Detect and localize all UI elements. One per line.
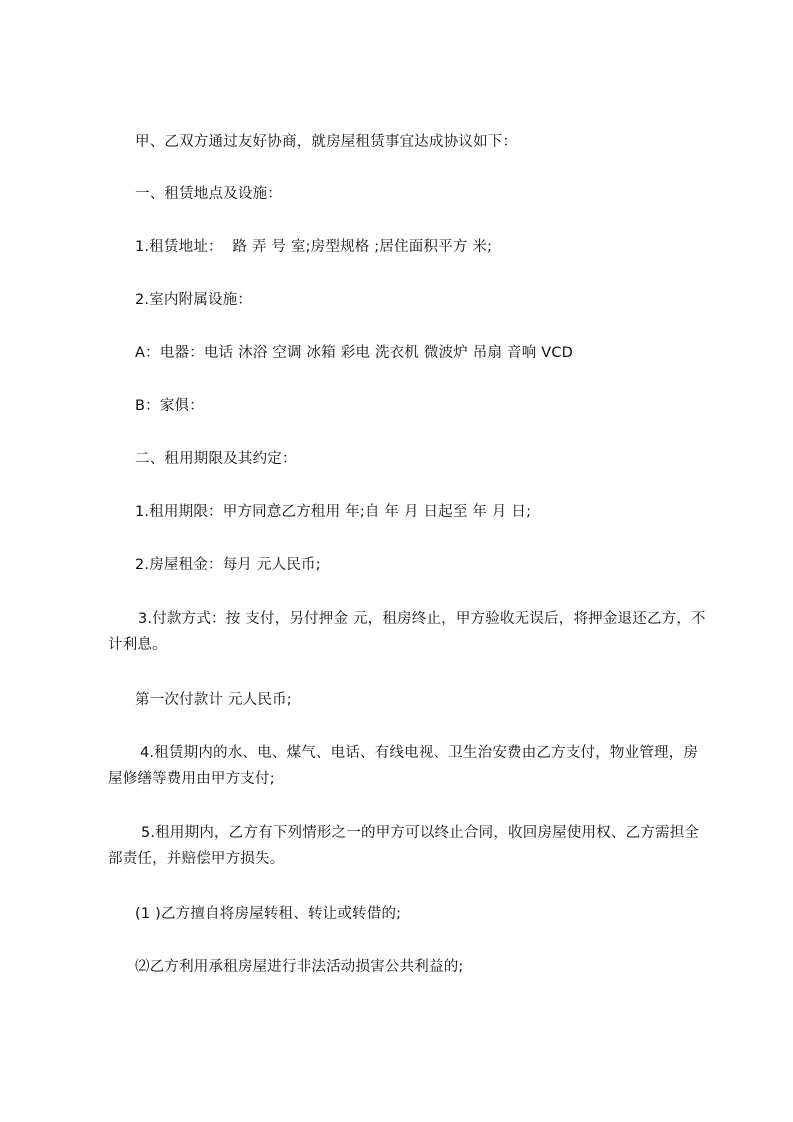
clause-1-1: 1.租赁地址： 路 弄 号 室;房型规格 ;居住面积平方 米; (135, 239, 493, 255)
section-2-heading: 二、租用期限及其约定： (135, 451, 297, 467)
clause-2-2: 2.房屋租金：每月 元人民币; (135, 557, 321, 573)
condition-2: ⑵乙方利用承租房屋进行非法活动损害公共利益的; (135, 959, 464, 975)
clause-appliances: A：电器：电话 沐浴 空调 冰箱 彩电 洗衣机 微波炉 吊扇 音响 VCD (135, 345, 574, 361)
clause-1-2: 2.室内附属设施： (135, 292, 253, 308)
clause-2-5: 5.租用期内，乙方有下列情形之一的甲方可以终止合同，收回房屋使用权、乙方需担全部责任，并赔偿甲方损失。 (108, 825, 700, 867)
clause-2-4: 4.租赁期内的水、电、煤气、电话、有线电视、卫生治安费由乙方支付，物业管理，房屋修缮等费用由甲方支付; (108, 745, 699, 787)
intro-paragraph: 甲、乙双方通过友好协商，就房屋租赁事宜达成协议如下： (135, 134, 518, 150)
section-1-heading: 一、租赁地点及设施： (135, 186, 282, 202)
condition-1: (1 )乙方擅自将房屋转租、转让或转借的; (135, 906, 402, 922)
clause-2-1: 1.租用期限：甲方同意乙方租用 年;自 年 月 日起至 年 月 日; (135, 504, 532, 520)
first-payment: 第一次付款计 元人民币; (135, 692, 292, 708)
clause-furniture: B：家俱： (135, 398, 204, 414)
clause-2-3: 3.付款方式：按 支付，另付押金 元，租房终止，甲方验收无误后，将押金退还乙方，不计利息。 (108, 611, 706, 653)
